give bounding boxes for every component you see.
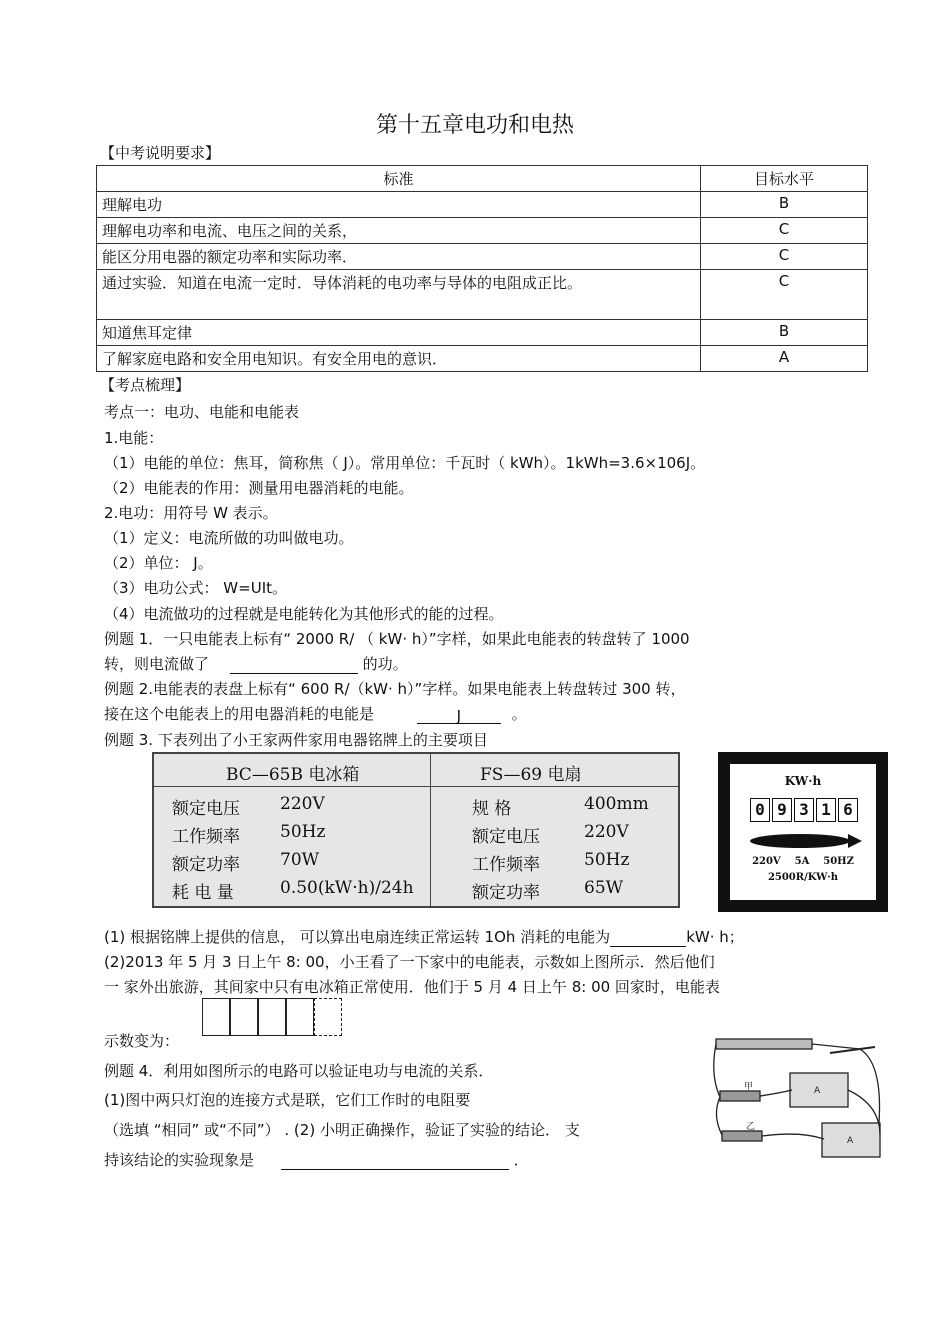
row-standard: 理解电功	[97, 192, 701, 218]
row-level: B	[701, 192, 868, 218]
fridge-value: 220V	[280, 794, 325, 814]
requirements-table	[96, 165, 868, 372]
example4-answer-blank[interactable]	[281, 1153, 509, 1170]
header-level: 目标水平	[701, 166, 868, 192]
electric-meter-image	[718, 752, 888, 912]
row-standard: 了解家庭电路和安全用电知识。有安全用电的意识．	[97, 346, 701, 372]
example3-q1-pre: (1) 根据铭牌上提供的信息， 可以算出电扇连续正常运转 1Oh 消耗的电能为	[104, 928, 611, 946]
fan-key: 额定功率	[472, 883, 540, 903]
battery-pack-icon	[716, 1039, 812, 1049]
text-line: 考点一：电功、电能和电能表	[104, 403, 300, 421]
row-standard: 知道焦耳定律	[97, 320, 701, 346]
bulb-label-yi: 乙	[746, 1122, 756, 1132]
table-row	[97, 244, 868, 270]
fridge-key: 额定电压	[172, 799, 240, 819]
example4-line2: (1)图中两只灯泡的连接方式是联，它们工作时的电阻要	[104, 1091, 471, 1109]
header-standard: 标准	[97, 166, 701, 192]
fridge-title: BC—65B 电冰箱	[226, 765, 360, 785]
text-line: （2）电能表的作用：测量用电器消耗的电能。	[104, 479, 414, 497]
meter-face	[728, 762, 878, 902]
bulb-jia-icon	[720, 1091, 760, 1101]
table-row	[97, 270, 868, 320]
text-line: （3）电功公式： W=UIt。	[104, 579, 287, 597]
row-level: C	[701, 218, 868, 244]
section-heading-requirements: 【中考说明要求】	[100, 144, 221, 162]
example2-post: 。	[511, 705, 527, 723]
plate-divider	[154, 786, 678, 787]
wire	[714, 1044, 720, 1097]
bulb-label-jia: 甲	[744, 1082, 754, 1092]
example3-q1	[104, 926, 744, 947]
table-row	[97, 320, 868, 346]
example1-line1: 例题 1．一只电能表上标有“ 2000 R/ （ kW· h）”字样，如果此电能表的转盘转了 1000	[104, 630, 690, 648]
table-row	[97, 218, 868, 244]
example3-q2-line1: (2)2013 年 5 月 3 日上午 8: 00，小王看了一下家中的电能表，示数如上图所示．然后他们	[104, 953, 715, 971]
example2-pre: 接在这个电能表上的用电器消耗的电能是	[104, 705, 375, 723]
row-level: A	[701, 346, 868, 372]
example2-unit: J	[456, 707, 462, 725]
example4-post: ．	[513, 1151, 529, 1169]
meter-rev: 2500R/KW·h	[767, 872, 839, 883]
example3-intro: 例题 3. 下表列出了小王家两件家用电器铭牌上的主要项目	[104, 731, 488, 749]
meter-digit: 0	[750, 798, 770, 822]
fridge-value: 0.50(kW·h)/24h	[280, 878, 414, 898]
meter-digit: 6	[838, 798, 858, 822]
example1-post: 的功。	[362, 655, 408, 673]
example1-line2	[104, 653, 408, 674]
row-standard: 理解电功率和电流、电压之间的关系，	[97, 218, 701, 244]
table-header-row	[97, 166, 868, 192]
text-line: （2）单位： J。	[104, 554, 213, 572]
meter-digit: 3	[794, 798, 814, 822]
row-standard: 通过实验．知道在电流一定时．导体消耗的电功率与导体的电阻成正比。	[97, 270, 701, 320]
ammeter-label: A	[847, 1136, 854, 1146]
fan-value: 220V	[584, 822, 629, 842]
example4-line1: 例题 4．利用如图所示的电路可以验证电功与电流的关系．	[104, 1062, 494, 1080]
ammeter-label: A	[814, 1086, 821, 1096]
fridge-value: 50Hz	[280, 822, 326, 842]
wire	[716, 1097, 722, 1135]
row-level: B	[701, 320, 868, 346]
meter-digit: 1	[816, 798, 836, 822]
fan-title: FS—69 电扇	[480, 765, 582, 785]
text-line: （1）定义：电流所做的功叫做电功。	[104, 529, 354, 547]
example1-answer-blank[interactable]	[230, 657, 358, 674]
reading-box[interactable]	[286, 998, 314, 1036]
reading-box[interactable]	[230, 998, 258, 1036]
table-row	[97, 192, 868, 218]
wire	[812, 1044, 860, 1049]
example3-q2-line3: 示数变为：	[104, 1032, 180, 1050]
fan-key: 额定电压	[472, 827, 540, 847]
example4-line4	[104, 1149, 529, 1170]
row-standard: 能区分用电器的额定功率和实际功率．	[97, 244, 701, 270]
section-heading-points: 【考点梳理】	[100, 376, 191, 394]
page-title: 第十五章电功和电热	[375, 113, 574, 138]
fan-value: 65W	[584, 878, 624, 898]
fan-value: 400mm	[584, 794, 649, 814]
wire	[860, 1049, 880, 1135]
wire	[762, 1134, 824, 1139]
example3-q1-post: kW· h；	[686, 928, 744, 946]
text-line: 1.电能：	[104, 429, 164, 447]
example4-pre: 持该结论的实验现象是	[104, 1151, 255, 1169]
text-line: （1）电能的单位：焦耳，简称焦（ J）。常用单位：千瓦时（ kWh）。1kWh=3.6×106J。	[104, 454, 706, 472]
example4-line3: （选填 “相同” 或“不同”） . (2) 小明正确操作，验证了实验的结论． 支	[104, 1121, 580, 1139]
wire	[760, 1090, 792, 1096]
example3-q1-blank[interactable]	[610, 930, 686, 947]
fan-key: 工作频率	[472, 855, 540, 875]
meter-reading-boxes	[202, 998, 342, 1036]
plate-divider	[430, 754, 431, 906]
fridge-value: 70W	[280, 850, 320, 870]
circuit-diagram	[710, 1035, 890, 1165]
fan-key: 规 格	[472, 799, 512, 819]
example1-pre: 转，则电流做了	[104, 655, 210, 673]
row-level: C	[701, 244, 868, 270]
appliance-nameplate	[152, 752, 680, 908]
fridge-key: 工作频率	[172, 827, 240, 847]
meter-digits	[750, 798, 860, 822]
reading-box[interactable]	[202, 998, 230, 1036]
fan-value: 50Hz	[584, 850, 630, 870]
text-line: （4）电流做功的过程就是电能转化为其他形式的能的过程。	[104, 605, 504, 623]
fridge-key: 耗 电 量	[172, 883, 234, 903]
reading-box[interactable]	[314, 998, 342, 1036]
meter-unit: KW·h	[784, 774, 822, 788]
example3-q2-line2: 一 家外出旅游，其间家中只有电冰箱正常使用．他们于 5 月 4 日上午 8: 00 回家时，电能表	[104, 978, 720, 996]
meter-digit: 9	[772, 798, 792, 822]
meter-specs: 220V 5A 50HZ	[752, 856, 854, 867]
text-line: 2.电功：用符号 W 表示。	[104, 504, 278, 522]
bulb-yi-icon	[722, 1131, 762, 1141]
fridge-row	[172, 794, 240, 819]
table-row	[97, 346, 868, 372]
fridge-key: 额定功率	[172, 855, 240, 875]
reading-box[interactable]	[258, 998, 286, 1036]
example2-line2	[104, 703, 527, 724]
row-level: C	[701, 270, 868, 320]
example2-answer-blank[interactable]	[417, 707, 501, 724]
example2-line1: 例题 2.电能表的表盘上标有“ 600 R/（kW· h）”字样。如果电能表上转盘转过 300 转，	[104, 680, 686, 698]
meter-disc-arrow-icon	[744, 830, 862, 852]
